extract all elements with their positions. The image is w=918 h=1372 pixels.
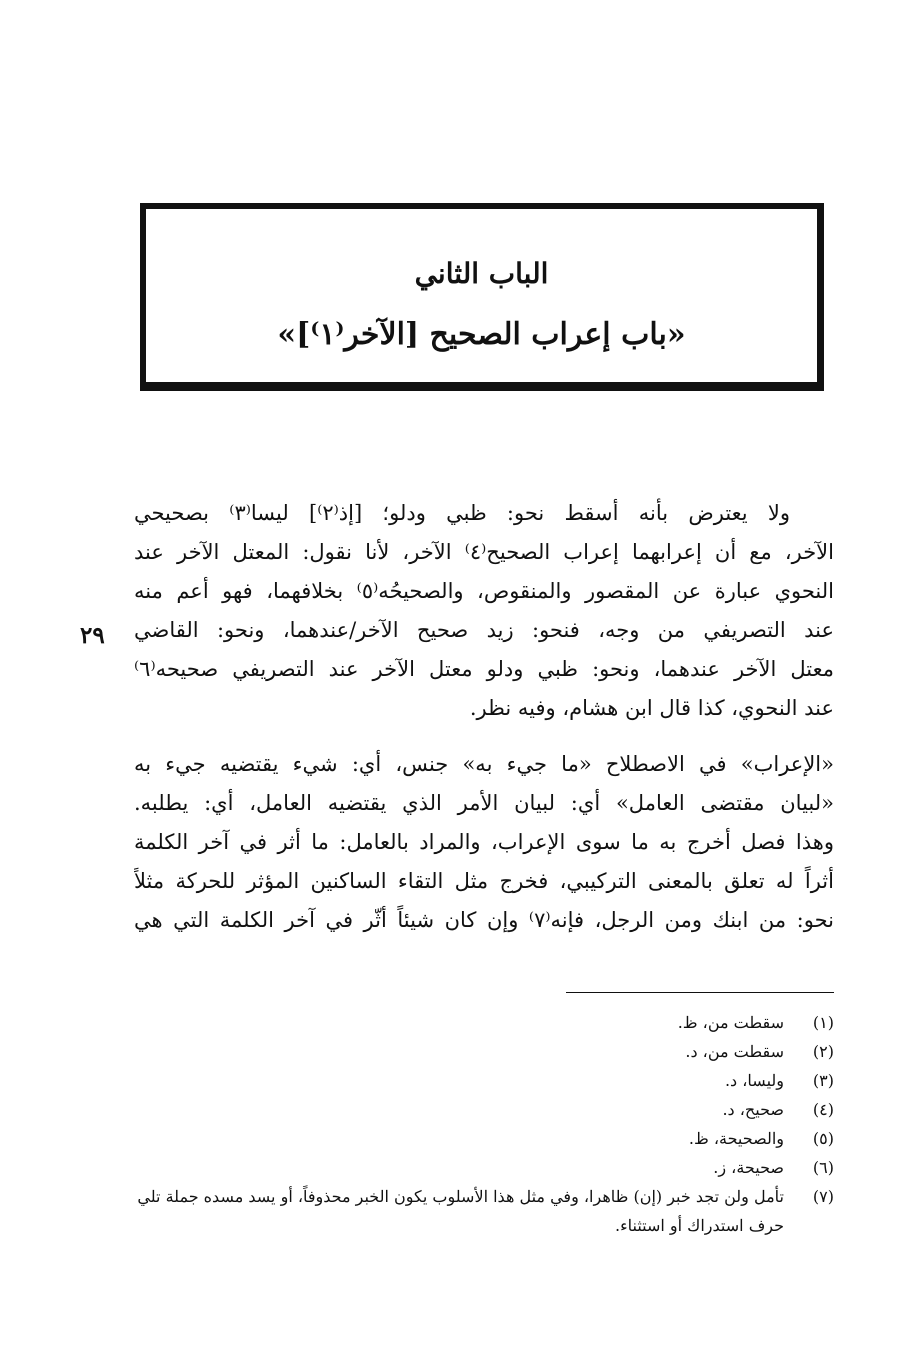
footnote-text: سقطت من، ظ. — [677, 1013, 784, 1032]
footnote-text: صحيحة، ز. — [713, 1158, 784, 1177]
footnote-item — [134, 1066, 834, 1095]
paragraph-1 — [134, 494, 834, 728]
text-line: «لبيان مقتضى العامل» أي: لبيان الأمر الذي يقتضيه العامل، أي: يطلبه. — [134, 791, 834, 815]
footnote-item — [134, 1037, 834, 1066]
footnote-text: تأمل ولن تجد خبر (إن) ظاهرا، وفي مثل هذا الأسلوب يكون الخبر محذوفاً، أو يسد مسده جملة تلي حرف استدراك أو استثناء. — [137, 1187, 784, 1235]
page-number: ٢٩ — [80, 622, 105, 649]
footnote-number: (٣) — [812, 1071, 834, 1090]
footnote-number: (٧) — [812, 1187, 834, 1206]
text-line: نحو: من ابنك ومن الرجل، فإنه⁽٧⁾ وإن كان شيئاً أثّر في آخر الكلمة التي هي — [134, 908, 834, 932]
footnote-text: سقطت من، د. — [685, 1042, 784, 1061]
footnote-item — [134, 1182, 834, 1240]
footnote-item — [134, 1095, 834, 1124]
footnote-number: (٢) — [812, 1042, 834, 1061]
footnote-text: صحيح، د. — [722, 1100, 784, 1119]
footnote-item — [134, 1008, 834, 1037]
footnotes — [134, 1008, 834, 1240]
chapter-title-box — [140, 203, 824, 391]
footnote-text: والصحيحة، ظ. — [688, 1129, 784, 1148]
paragraph-2 — [134, 745, 834, 940]
footnote-number: (٥) — [812, 1129, 834, 1148]
footnote-item — [134, 1153, 834, 1182]
footnote-number: (١) — [812, 1013, 834, 1032]
text-line: «الإعراب» في الاصطلاح «ما جيء به» جنس، أي: شيء يقتضيه جيء به — [134, 752, 834, 776]
text-line: وهذا فصل أخرج به ما سوى الإعراب، والمراد بالعامل: ما أثر في آخر الكلمة — [134, 830, 834, 854]
footnote-divider — [566, 992, 834, 993]
chapter-title: «باب إعراب الصحيح [الآخر⁽١⁾]» — [277, 317, 686, 352]
footnote-text: وليسا، د. — [724, 1071, 784, 1090]
text-line: عند النحوي، كذا قال ابن هشام، وفيه نظر. — [469, 696, 834, 720]
footnote-number: (٤) — [812, 1100, 834, 1119]
text-line: النحوي عبارة عن المقصور والمنقوص، والصحيحُه⁽٥⁾ بخلافهما، فهو أعم منه — [134, 579, 834, 603]
footnote-item — [134, 1124, 834, 1153]
text-line: ولا يعترض بأنه أسقط نحو: ظبي ودلو؛ [إذ⁽٢⁾] ليسا⁽٣⁾ بصحيحي — [134, 501, 791, 525]
text-line: أثراً له تعلق بالمعنى التركيبي، فخرج مثل التقاء الساكنين المؤثر للحركة مثلاً — [134, 869, 834, 893]
chapter-label: الباب الثاني — [414, 257, 549, 290]
text-line: عند التصريفي من وجه، فنحو: زيد صحيح الآخر/عندهما، ونحو: القاضي — [134, 618, 834, 642]
text-line: معتل الآخر عندهما، ونحو: ظبي ودلو معتل الآخر عند التصريفي صحيحه⁽٦⁾ — [134, 657, 834, 681]
footnote-number: (٦) — [812, 1158, 834, 1177]
text-line: الآخر، مع أن إعرابهما إعراب الصحيح⁽٤⁾ الآخر، لأنا نقول: المعتل الآخر عند — [134, 540, 834, 564]
